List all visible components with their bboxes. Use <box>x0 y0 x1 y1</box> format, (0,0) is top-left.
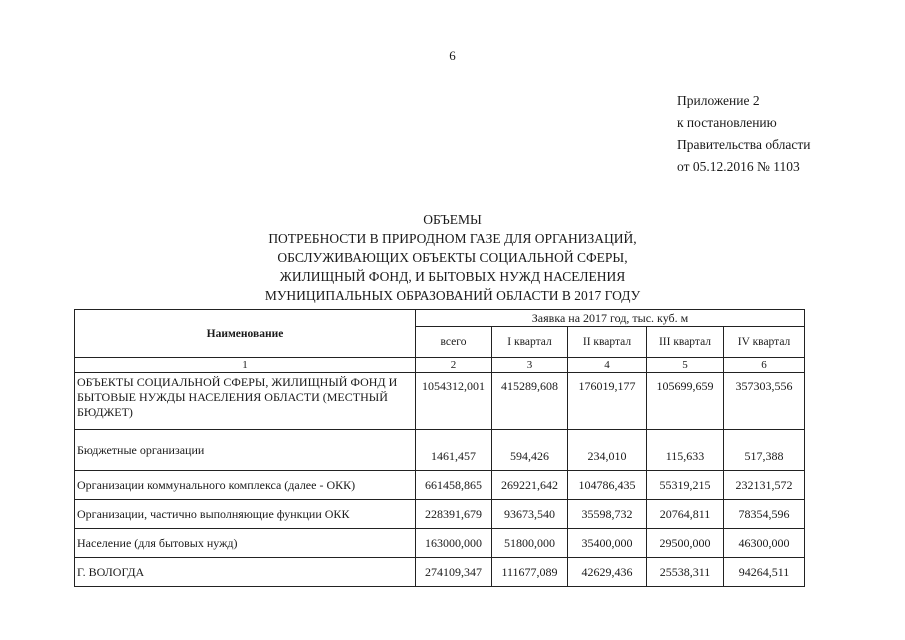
value-q4: 232131,572 <box>724 471 805 500</box>
value-q4: 517,388 <box>724 430 805 471</box>
table-row <box>75 558 805 587</box>
row-name: Организации коммунального комплекса (далее - ОКК) <box>75 471 416 500</box>
appendix-line: от 05.12.2016 № 1103 <box>677 159 800 174</box>
title-line: ОБСЛУЖИВАЮЩИХ ОБЪЕКТЫ СОЦИАЛЬНОЙ СФЕРЫ, <box>277 250 628 265</box>
value-q4: 357303,556 <box>724 373 805 430</box>
table-row <box>75 500 805 529</box>
document-title <box>0 210 905 305</box>
value-q3: 20764,811 <box>647 500 724 529</box>
column-header-q2: II квартал <box>568 327 647 358</box>
value-q2: 35598,732 <box>568 500 647 529</box>
value-q3: 105699,659 <box>647 373 724 430</box>
column-number: 5 <box>647 358 724 373</box>
value-q3: 25538,311 <box>647 558 724 587</box>
column-header-q1: I квартал <box>492 327 568 358</box>
value-q4: 46300,000 <box>724 529 805 558</box>
page-number: 6 <box>449 48 456 63</box>
appendix-line: Правительства области <box>677 137 811 152</box>
value-q1: 269221,642 <box>492 471 568 500</box>
table-row <box>75 430 805 471</box>
value-q1: 594,426 <box>492 430 568 471</box>
title-line: ЖИЛИЩНЫЙ ФОНД, И БЫТОВЫХ НУЖД НАСЕЛЕНИЯ <box>279 269 626 284</box>
value-q4: 78354,596 <box>724 500 805 529</box>
value-q3: 55319,215 <box>647 471 724 500</box>
row-name: ОБЪЕКТЫ СОЦИАЛЬНОЙ СФЕРЫ, ЖИЛИЩНЫЙ ФОНД И БЫТОВЫЕ НУЖДЫ НАСЕЛЕНИЯ ОБЛАСТИ (МЕСТНЫЙ БЮДЖЕТ) <box>75 373 416 430</box>
appendix-line: к постановлению <box>677 115 777 130</box>
value-q2: 234,010 <box>568 430 647 471</box>
value-q4: 94264,511 <box>724 558 805 587</box>
gas-volume-table <box>74 309 805 587</box>
row-name: Организации, частично выполняющие функции ОКК <box>75 500 416 529</box>
column-number: 2 <box>416 358 492 373</box>
column-header-total: всего <box>416 327 492 358</box>
value-q1: 415289,608 <box>492 373 568 430</box>
value-total: 1054312,001 <box>416 373 492 430</box>
title-line: МУНИЦИПАЛЬНЫХ ОБРАЗОВАНИЙ ОБЛАСТИ В 2017 ГОДУ <box>264 288 641 303</box>
row-name: Население (для бытовых нужд) <box>75 529 416 558</box>
title-line: ОБЪЕМЫ <box>423 212 482 227</box>
title-line: ПОТРЕБНОСТИ В ПРИРОДНОМ ГАЗЕ ДЛЯ ОРГАНИЗАЦИЙ, <box>268 231 637 246</box>
column-header-q4: IV квартал <box>724 327 805 358</box>
appendix-block <box>677 90 810 178</box>
value-q1: 111677,089 <box>492 558 568 587</box>
name-column-header: Наименование <box>75 310 416 358</box>
column-number: 1 <box>75 358 416 373</box>
column-header-q3: III квартал <box>647 327 724 358</box>
row-name: Бюджетные организации <box>75 430 416 471</box>
request-group-header: Заявка на 2017 год, тыс. куб. м <box>416 310 805 327</box>
value-q3: 29500,000 <box>647 529 724 558</box>
value-q1: 51800,000 <box>492 529 568 558</box>
column-number: 4 <box>568 358 647 373</box>
column-number: 6 <box>724 358 805 373</box>
row-name: Г. ВОЛОГДА <box>75 558 416 587</box>
appendix-line: Приложение 2 <box>677 93 760 108</box>
table-row <box>75 373 805 430</box>
value-total: 228391,679 <box>416 500 492 529</box>
column-number: 3 <box>492 358 568 373</box>
value-total: 1461,457 <box>416 430 492 471</box>
value-total: 274109,347 <box>416 558 492 587</box>
value-q2: 35400,000 <box>568 529 647 558</box>
value-q2: 42629,436 <box>568 558 647 587</box>
value-q2: 104786,435 <box>568 471 647 500</box>
table-row <box>75 471 805 500</box>
value-q3: 115,633 <box>647 430 724 471</box>
value-total: 661458,865 <box>416 471 492 500</box>
value-q2: 176019,177 <box>568 373 647 430</box>
value-q1: 93673,540 <box>492 500 568 529</box>
value-total: 163000,000 <box>416 529 492 558</box>
table-row <box>75 529 805 558</box>
